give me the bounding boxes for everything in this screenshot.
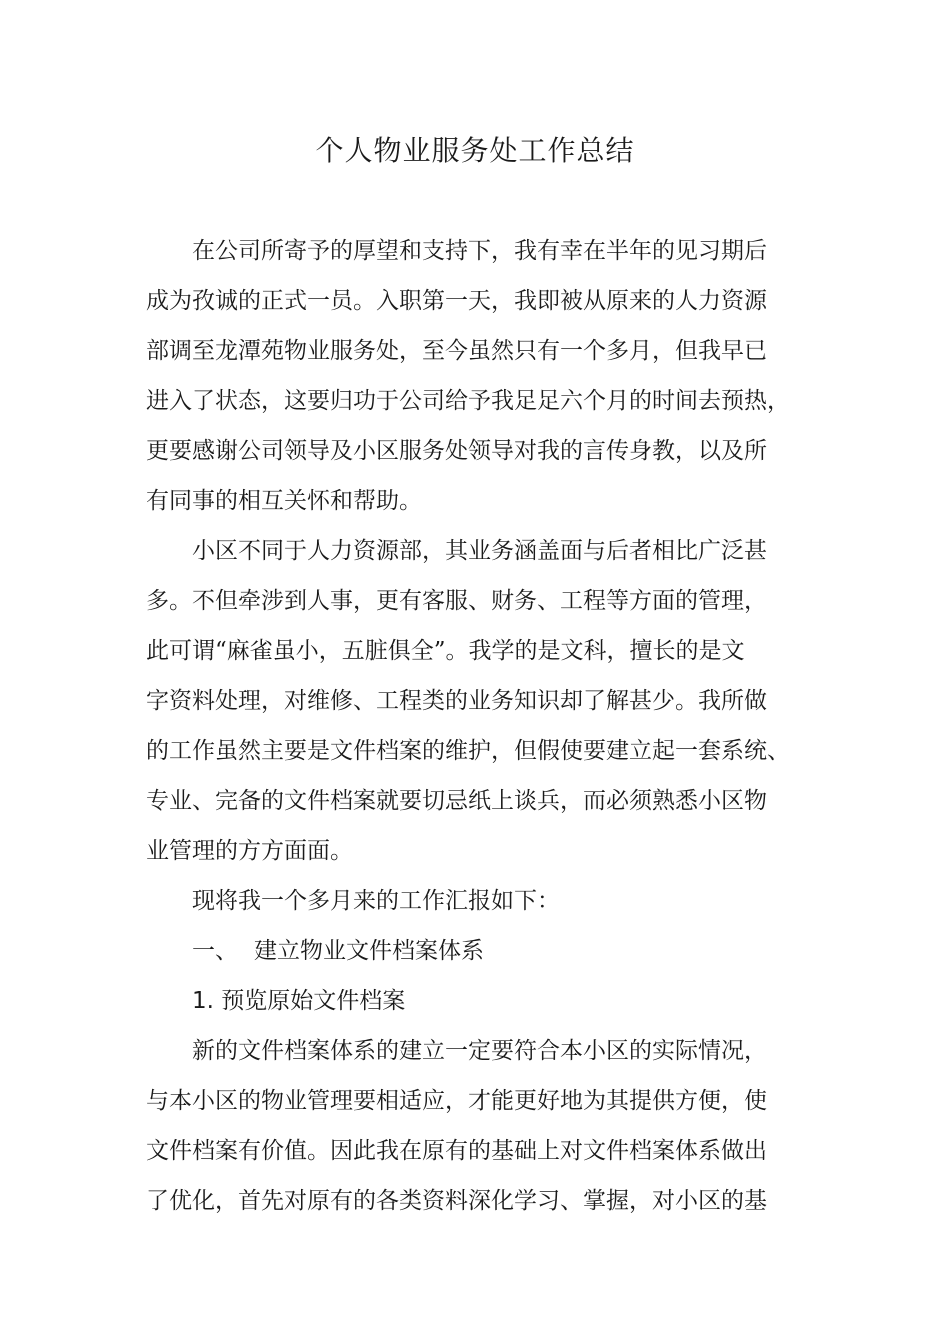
paragraph-line: 多。不但牵涉到人事，更有客服、财务、工程等方面的管理， [146, 588, 767, 614]
paragraph-line: 新的文件档案体系的建立一定要符合本小区的实际情况， [192, 1038, 767, 1064]
paragraph-line: 成为孜诚的正式一员。入职第一天，我即被从原来的人力资源 [146, 288, 767, 314]
document-title: 个人物业服务处工作总结 [315, 134, 635, 167]
paragraph-line: 文件档案有价值。因此我在原有的基础上对文件档案体系做出 [146, 1138, 767, 1164]
document-body [146, 226, 826, 1226]
paragraph-line: 此可谓“麻雀虽小，五脏俱全”。我学的是文科，擅长的是文 [146, 638, 745, 664]
paragraph-line: 有同事的相互关怀和帮助。 [146, 488, 422, 514]
paragraph-line: 小区不同于人力资源部，其业务涵盖面与后者相比广泛甚 [192, 538, 767, 564]
paragraph-line: 业管理的方方面面。 [146, 838, 353, 864]
sub-heading-number: 1. [192, 988, 214, 1014]
sub-heading [146, 976, 826, 1026]
paragraph-line: 现将我一个多月来的工作汇报如下： [192, 888, 560, 914]
paragraph-line: 专业、完备的文件档案就要切忌纸上谈兵，而必须熟悉小区物 [146, 788, 767, 814]
paragraph-line: 在公司所寄予的厚望和支持下，我有幸在半年的见习期后 [192, 238, 767, 264]
section-heading-number: 一、 [192, 938, 238, 964]
section-heading [146, 926, 826, 976]
paragraph-line: 的工作虽然主要是文件档案的维护，但假使要建立起一套系统、 [146, 738, 790, 764]
paragraph-line: 部调至龙潭苑物业服务处，至今虽然只有一个多月，但我早已 [146, 338, 767, 364]
paragraph-line: 字资料处理，对维修、工程类的业务知识却了解甚少。我所做 [146, 688, 767, 714]
section-heading-text: 建立物业文件档案体系 [254, 938, 484, 964]
paragraph-line: 了优化，首先对原有的各类资料深化学习、掌握，对小区的基 [146, 1188, 767, 1214]
paragraph-line: 进入了状态，这要归功于公司给予我足足六个月的时间去预热， [146, 388, 790, 414]
sub-heading-text: 预览原始文件档案 [221, 988, 406, 1014]
paragraph-line: 与本小区的物业管理要相适应，才能更好地为其提供方便，使 [146, 1088, 767, 1114]
paragraph-line: 更要感谢公司领导及小区服务处领导对我的言传身教，以及所 [146, 438, 767, 464]
